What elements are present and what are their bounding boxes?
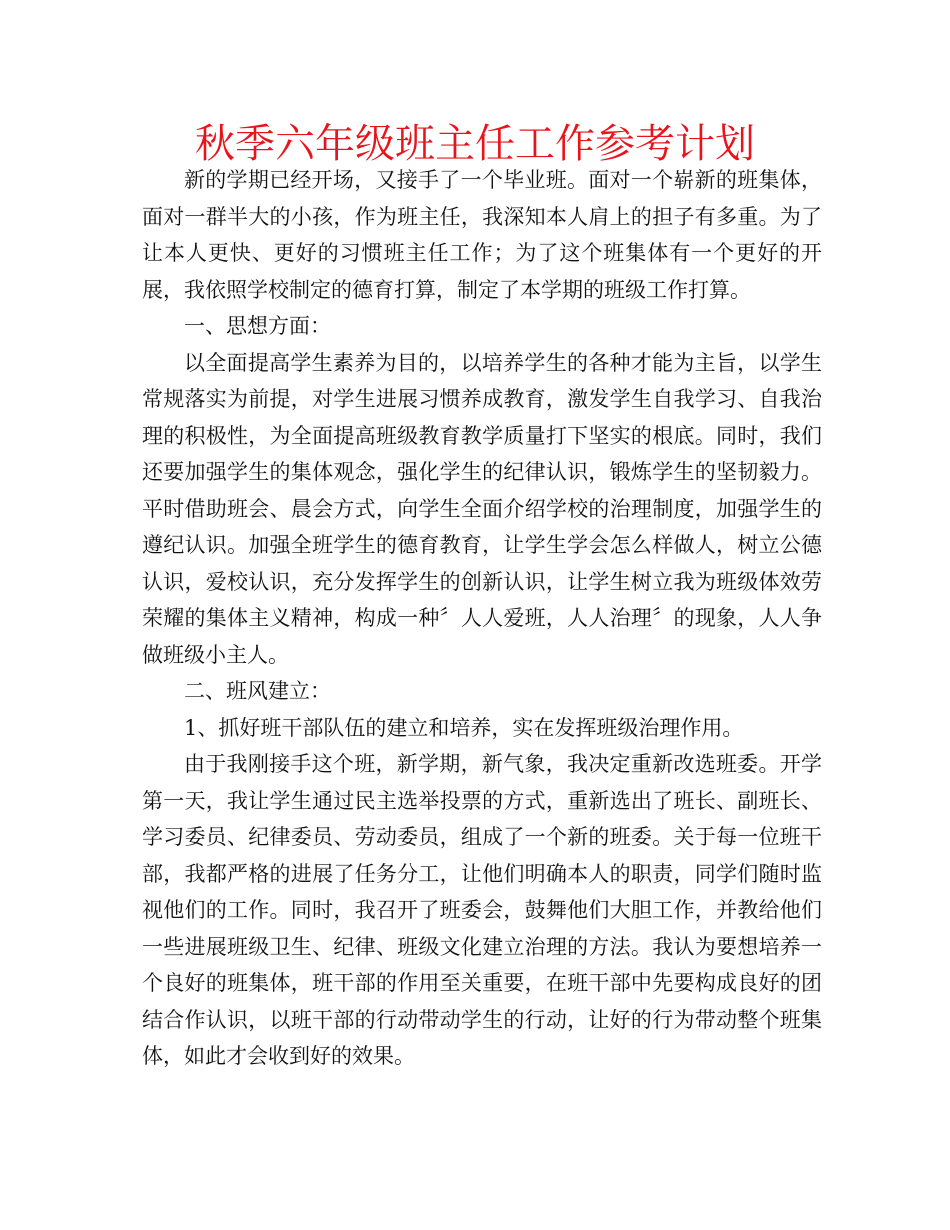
thought-paragraph: 以全面提高学生素养为目的，以培养学生的各种才能为主旨，以学生常规落实为前提，对学生进展习惯养成教育，激发学生自我学习、自我治理的积极性，为全面提高班级教育教学质量打下坚实的根底。同时，我们还要加强学生的集体观念，强化学生的纪律认识，锻炼学生的坚韧毅力。平时借助班会、晨会方式，向学生全面介绍学校的治理制度，加强学生的遵纪认识。加强全班学生的德育教育，让学生学会怎么样做人，树立公德认识，爱校认识，充分发挥学生的创新认识，让学生树立我为班级体效劳荣耀的集体主义精神，构成一种〞人人爱班，人人治理〞的现象，人人争做班级小主人。 (142, 350, 822, 667)
subsection-heading-class-cadres: 1、抓好班干部队伍的建立和培养，实在发挥班级治理作用。 (184, 715, 744, 740)
intro-paragraph: 新的学期已经开场，又接手了一个毕业班。面对一个崭新的班集体，面对一群半大的小孩，作为班主任，我深知本人肩上的担子有多重。为了让本人更快、更好的习惯班主任工作；为了这个班集体有一个更好的开展，我依照学校制定的德育打算，制定了本学期的班级工作打算。 (142, 168, 822, 302)
document-body (142, 162, 822, 1075)
document-title: 秋季六年级班主任工作参考计划 (195, 121, 755, 167)
section-heading-class-style: 二、班风建立： (184, 679, 331, 703)
class-cadres-paragraph: 由于我刚接手这个班，新学期，新气象，我决定重新改选班委。开学第一天，我让学生通过民主选举投票的方式，重新选出了班长、副班长、学习委员、纪律委员、劳动委员，组成了一个新的班委。关于每一位班干部，我都严格的进展了任务分工，让他们明确本人的职责，同学们随时监视他们的工作。同时，我召开了班委会，鼓舞他们大胆工作，并教给他们一些进展班级卫生、纪律、班级文化建立治理的方法。我认为要想培养一个良好的班集体，班干部的作用至关重要，在班干部中先要构成良好的团结合作认识，以班干部的行动带动学生的行动，让好的行为带动整个班集体，如此才会收到好的效果。 (142, 752, 822, 1068)
section-heading-thought: 一、思想方面： (184, 314, 331, 338)
